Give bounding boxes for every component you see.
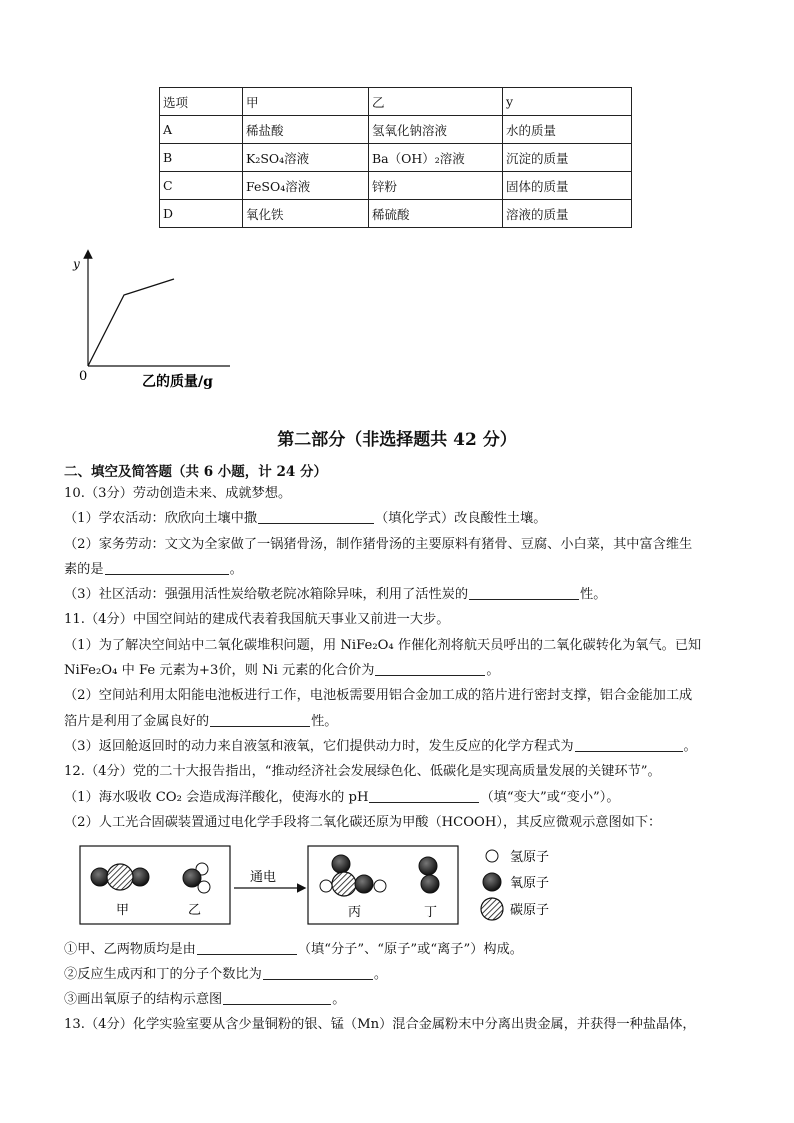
table-cell: 水的质量 [503, 116, 632, 144]
table-row [160, 116, 632, 144]
oxygen-atom [131, 868, 149, 886]
label-bing: 丙 [348, 905, 362, 920]
hydrogen-atom [320, 880, 332, 892]
table-header-cell: 乙 [369, 88, 503, 116]
table-cell: D [160, 200, 243, 228]
table-cell: C [160, 172, 243, 200]
table-cell: FeSO₄溶液 [243, 172, 369, 200]
y-vs-mass-graph [60, 248, 240, 398]
table-cell: A [160, 116, 243, 144]
oxygen-atom [183, 869, 201, 887]
table-cell: 稀硫酸 [369, 200, 503, 228]
q11-part2-cont: 箔片是利用了金属良好的 性。 [64, 714, 338, 729]
q12-sub1: ①甲、乙两物质均是由 （填“分子”、“原子”或“离子”）构成。 [64, 942, 523, 957]
legend-hydrogen-label: 氢原子 [510, 850, 550, 865]
legend-carbon-icon [481, 898, 503, 920]
legend-hydrogen-icon [486, 850, 498, 862]
table-header-cell: 甲 [243, 88, 369, 116]
q13-stem: 13.（4分）化学实验室要从含少量铜粉的银、锰（Mn）混合金属粉末中分离出贵金属，并获得一种盐晶体， [64, 1017, 696, 1032]
table-cell: B [160, 144, 243, 172]
q11-stem: 11.（4分）中国空间站的建成代表着我国航天事业又前进一大步。 [64, 612, 450, 627]
q12-sub2: ②反应生成丙和丁的分子个数比为 。 [64, 967, 387, 982]
q11-part2: （2）空间站利用太阳能电池板进行工作，电池板需要用铝合金加工成的箔片进行密封支撑，铝合金能加工成 [64, 688, 693, 703]
answer-blank[interactable] [375, 661, 485, 676]
q12-stem: 12.（4分）党的二十大报告指出，“推动经济社会发展绿色化、低碳化是实现高质量发展的关键环节”。 [64, 764, 661, 779]
oxygen-atom [91, 868, 109, 886]
table-cell: K₂SO₄溶液 [243, 144, 369, 172]
q11-part3: （3）返回舱返回时的动力来自液氢和液氧，它们提供动力时，发生反应的化学方程式为 。 [64, 739, 697, 754]
label-jia: 甲 [116, 903, 130, 918]
answer-blank[interactable] [258, 509, 374, 524]
carbon-atom [332, 872, 356, 896]
oxygen-atom [355, 875, 373, 893]
table-cell: Ba（OH）₂溶液 [369, 144, 503, 172]
answer-blank[interactable] [210, 712, 310, 727]
answer-blank[interactable] [263, 965, 373, 980]
reaction-diagram [78, 842, 598, 930]
q12-part2: （2）人工光合固碳装置通过电化学手段将二氧化碳还原为甲酸（HCOOH），其反应微观示意图如下： [64, 815, 662, 830]
section-title: 二、填空及简答题（共 6 小题，计 24 分） [64, 464, 327, 480]
table-cell: 锌粉 [369, 172, 503, 200]
q10-part3: （3）社区活动：强强用活性炭给敬老院冰箱除异味，利用了活性炭的 性。 [64, 587, 607, 602]
label-yi: 乙 [188, 903, 202, 918]
answer-blank[interactable] [197, 940, 297, 955]
label-ding: 丁 [424, 905, 438, 920]
table-row [160, 172, 632, 200]
carbon-atom [107, 864, 133, 890]
q12-part1: （1）海水吸收 CO₂ 会造成海洋酸化，使海水的 pH （填“变大”或“变小”）。 [64, 790, 620, 805]
y-curve [88, 279, 174, 366]
legend-oxygen-icon [483, 873, 501, 891]
table-cell: 沉淀的质量 [503, 144, 632, 172]
table-cell: 氢氧化钠溶液 [369, 116, 503, 144]
q12-sub3: ③画出氧原子的结构示意图 。 [64, 992, 346, 1007]
x-axis-label: 乙的质量/g [142, 374, 213, 390]
part2-title: 第二部分（非选择题共 42 分） [277, 430, 517, 450]
table-row [160, 144, 632, 172]
table-row [160, 200, 632, 228]
arrow-label: 通电 [250, 870, 277, 885]
table-header-cell: 选项 [160, 88, 243, 116]
oxygen-atom [419, 857, 437, 875]
table-cell: 稀盐酸 [243, 116, 369, 144]
table-header-cell: y [503, 88, 632, 116]
answer-blank[interactable] [575, 737, 683, 752]
q10-part1: （1）学农活动：欣欣向土壤中撒 （填化学式）改良酸性土壤。 [64, 511, 547, 526]
answer-blank[interactable] [105, 560, 229, 575]
origin-label: 0 [79, 369, 88, 384]
q10-stem: 10.（3分）劳动创造未来、成就梦想。 [64, 486, 292, 501]
answer-blank[interactable] [223, 990, 331, 1005]
table-cell: 溶液的质量 [503, 200, 632, 228]
q11-part1-cont: NiFe₂O₄ 中 Fe 元素为+3价，则 Ni 元素的化合价为 。 [64, 663, 500, 678]
answer-blank[interactable] [469, 585, 579, 600]
table-header-row [160, 88, 632, 116]
legend-carbon-label: 碳原子 [510, 903, 550, 918]
legend-oxygen-label: 氧原子 [510, 876, 550, 891]
table-cell: 固体的质量 [503, 172, 632, 200]
hydrogen-atom [374, 880, 386, 892]
oxygen-atom [421, 875, 439, 893]
options-table [159, 87, 632, 228]
table-cell: 氧化铁 [243, 200, 369, 228]
q10-part2: （2）家务劳动：文文为全家做了一锅猪骨汤，制作猪骨汤的主要原料有猪骨、豆腐、小白菜，其中富含维生 [64, 537, 693, 552]
q10-part2-cont: 素的是 。 [64, 562, 243, 577]
q11-part1: （1）为了解决空间站中二氧化碳堆积问题，用 NiFe₂O₄ 作催化剂将航天员呼出的二氧化碳转化为氧气。已知 [64, 638, 702, 653]
oxygen-atom [332, 855, 350, 873]
y-axis-label: y [73, 257, 80, 271]
answer-blank[interactable] [369, 788, 479, 803]
